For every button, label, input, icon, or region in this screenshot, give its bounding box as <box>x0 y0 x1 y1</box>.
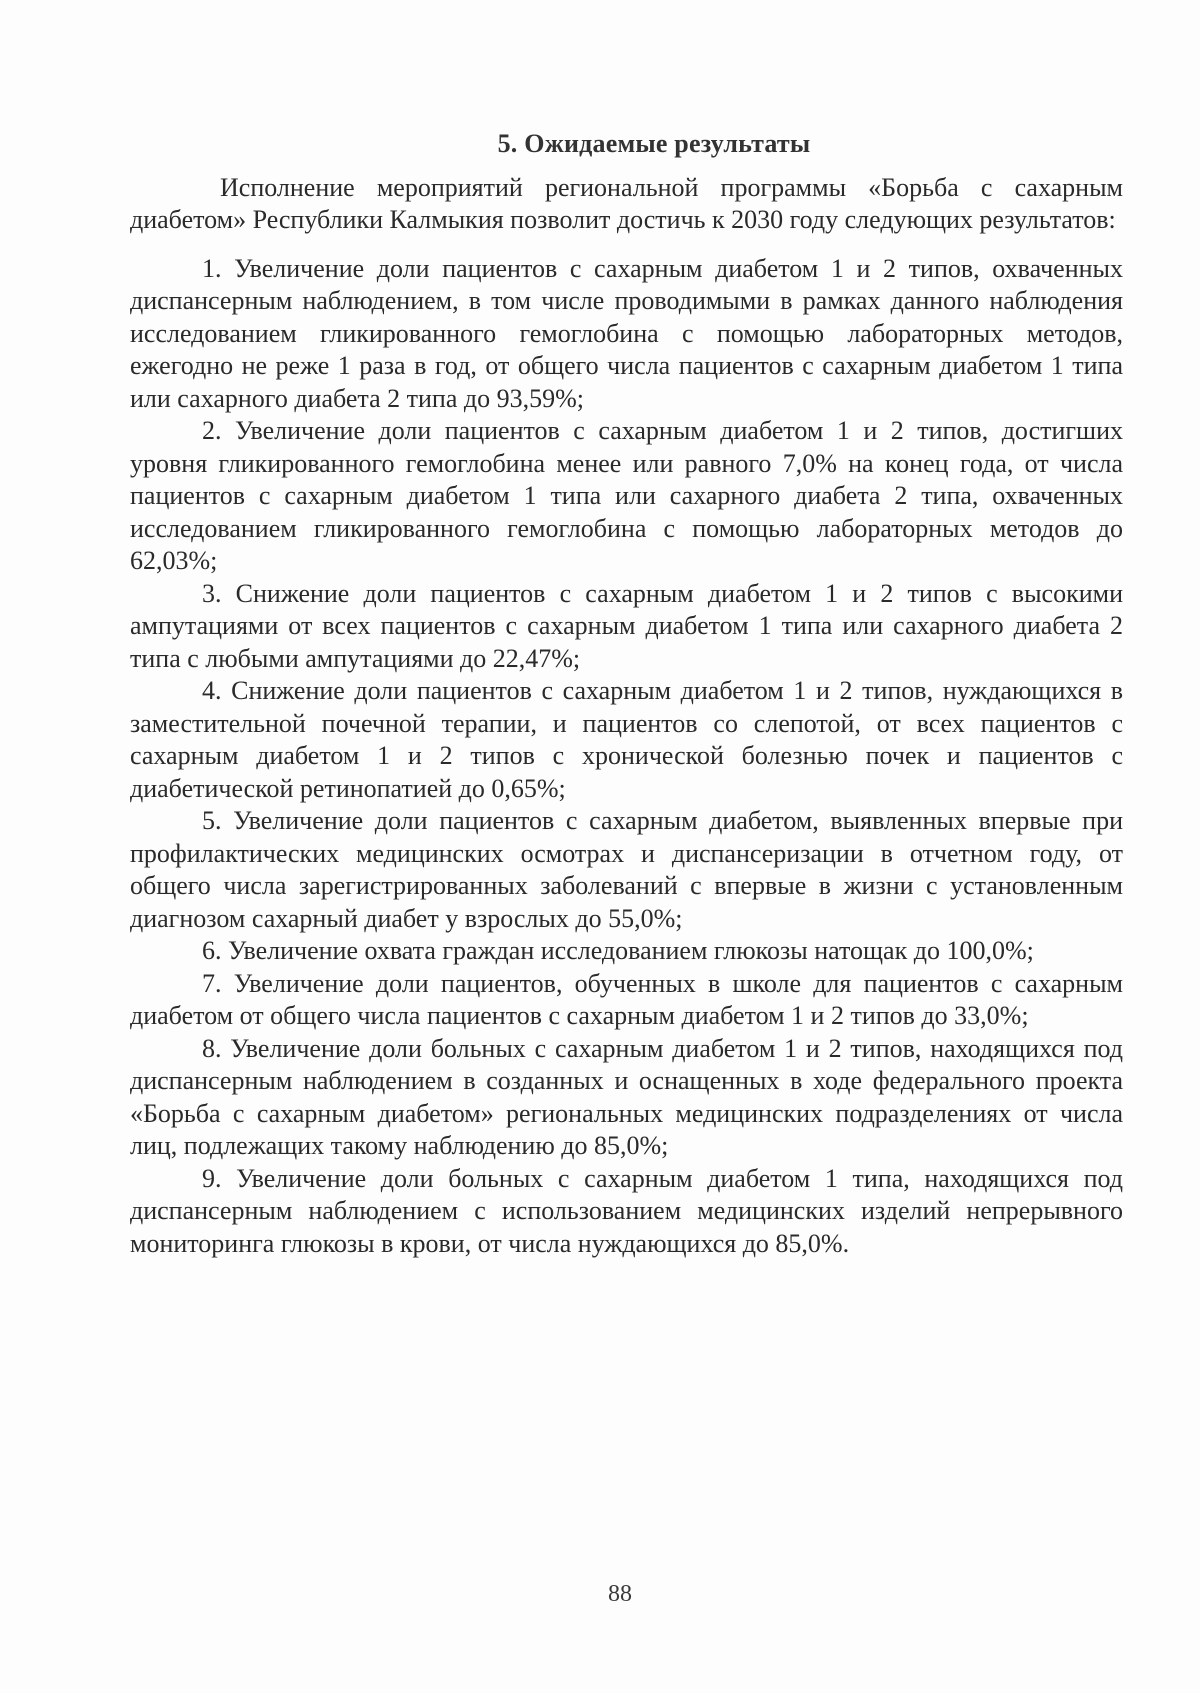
result-item-8: 8. Увеличение доли больных с сахарным диабетом 1 и 2 типов, находящихся под диспансерным наблюдением в созданных и оснащенных в ходе федерального проекта «Борьба с сахарным диабетом» региональных медицинских подразделениях от числа лиц, подлежащих такому наблюдению до 85,0%; <box>130 1033 1123 1160</box>
result-item-7: 7. Увеличение доли пациентов, обученных в школе для пациентов с сахарным диабетом от общего числа пациентов с сахарным диабетом 1 и 2 типов до 33,0%; <box>130 968 1123 1030</box>
results-list <box>130 253 1123 1261</box>
result-item-1: 1. Увеличение доли пациентов с сахарным диабетом 1 и 2 типов, охваченных диспансерным наблюдением, в том числе проводимыми в рамках данного наблюдения исследованием гликированного гемоглобина с помощью лабораторных методов, ежегодно не реже 1 раза в год, от общего числа пациентов с сахарным диабетом 1 типа или сахарного диабета 2 типа до 93,59%; <box>130 253 1123 413</box>
result-item-6: 6. Увеличение охвата граждан исследованием глюкозы натощак до 100,0%; <box>202 936 1034 965</box>
section-heading: 5. Ожидаемые результаты <box>497 129 811 158</box>
document-body <box>130 128 1123 1260</box>
result-item-3: 3. Снижение доли пациентов с сахарным диабетом 1 и 2 типов с высокими ампутациями от всех пациентов с сахарным диабетом 1 типа или сахарного диабета 2 типа с любыми ампутациями до 22,47%; <box>130 578 1123 673</box>
result-item-4: 4. Снижение доли пациентов с сахарным диабетом 1 и 2 типов, нуждающихся в заместительной почечной терапии, и пациентов со слепотой, от всех пациентов с сахарным диабетом 1 и 2 типов с хронической болезнью почек и пациентов с диабетической ретинопатией до 0,65%; <box>130 676 1123 803</box>
result-item-9: 9. Увеличение доли больных с сахарным диабетом 1 типа, находящихся под диспансерным наблюдением с использованием медицинских изделий непрерывного мониторинга глюкозы в крови, от числа нуждающихся до 85,0%. <box>130 1163 1123 1258</box>
intro-paragraph: Исполнение мероприятий региональной программы «Борьба с сахарным диабетом» Республики Калмыкия позволит достичь к 2030 году следующих результатов: <box>130 172 1123 234</box>
page-number: 88 <box>608 1581 632 1607</box>
result-item-5: 5. Увеличение доли пациентов с сахарным диабетом, выявленных впервые при профилактических медицинских осмотрах и диспансеризации в отчетном году, от общего числа зарегистрированных заболеваний с впервые в жизни с установленным диагнозом сахарный диабет у взрослых до 55,0%; <box>130 806 1123 933</box>
result-item-2: 2. Увеличение доли пациентов с сахарным диабетом 1 и 2 типов, достигших уровня гликированного гемоглобина менее или равного 7,0% на конец года, от числа пациентов с сахарным диабетом 1 типа или сахарного диабета 2 типа, охваченных исследованием гликированного гемоглобина с помощью лабораторных методов до 62,03%; <box>130 416 1123 575</box>
